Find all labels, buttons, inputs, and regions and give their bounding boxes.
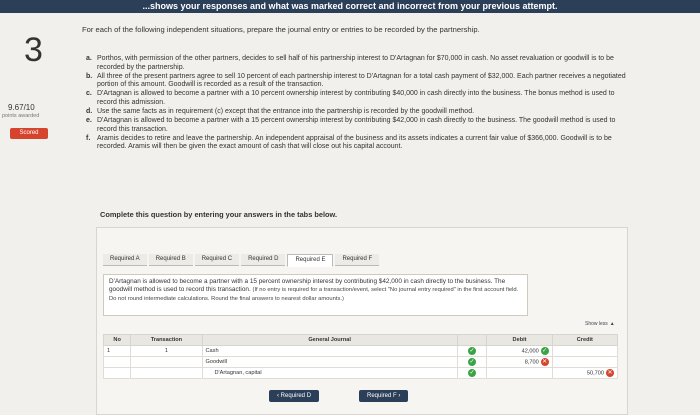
status-badge: Scored <box>10 128 48 139</box>
credit-field[interactable] <box>552 346 617 357</box>
results-banner: ...shows your responses and what was marked correct and incorrect from your previous attempt. <box>0 0 700 13</box>
next-requirement-button[interactable]: Required F › <box>359 390 408 402</box>
check-icon: ✓ <box>469 359 475 365</box>
credit-field[interactable] <box>552 357 617 368</box>
column-header-debit: Debit <box>487 335 552 346</box>
x-mark-icon: ✕ <box>607 370 613 376</box>
prompt-text: D'Artagnan is allowed to become a partner with a 15 percent ownership interest by contributing $42,000 in cash directly to the business. The goodwill method is used to record this transaction. <box>109 278 506 293</box>
tab-required-b[interactable]: Required B <box>149 254 193 266</box>
column-header-no: No <box>104 335 131 346</box>
instruction-text: Complete this question by entering your answers in the tabs below. <box>100 210 338 219</box>
tab-required-d[interactable]: Required D <box>241 254 285 266</box>
table-row <box>104 368 618 379</box>
question-sidebar <box>0 13 66 412</box>
account-field[interactable]: Cash <box>202 346 457 357</box>
debit-field[interactable]: 8,700 ✕ <box>487 357 552 368</box>
prompt-note: (If no entry is required for a transaction/event, select "No journal entry required" in the first account field. Do not round intermediate calculations. Round the final answers to nearest dollar amounts.) <box>109 286 519 302</box>
tab-required-f[interactable]: Required F <box>335 254 379 266</box>
show-less-link[interactable]: Show less ▲ <box>585 321 615 327</box>
list-item: e. D'Artagnan is allowed to become a partner with a 15 percent ownership interest by contributing $42,000 in cash directly to the business. The goodwill method is used to record this transaction. <box>86 117 616 133</box>
list-item: d. Use the same facts as in requirement (c) except that the entrance into the partnership is recorded by the goodwill method. <box>86 108 475 116</box>
situation-list <box>86 55 626 153</box>
answer-panel <box>96 227 628 415</box>
tab-required-a[interactable]: Required A <box>103 254 147 266</box>
chevron-left-icon: ‹ <box>277 393 279 399</box>
requirement-tabs <box>103 254 381 267</box>
table-row: 1 1 Cash ✓ 42,000 ✓ <box>104 346 618 357</box>
points-label: points awarded <box>2 113 40 119</box>
account-field[interactable]: Goodwill <box>202 357 457 368</box>
debit-field[interactable] <box>487 368 552 379</box>
column-header-transaction: Transaction <box>131 335 202 346</box>
check-icon: ✓ <box>469 370 475 376</box>
list-item: c. D'Artagnan is allowed to become a partner with a 10 percent ownership interest by contributing $40,000 in cash directly into the business. The bonus method is used to record this admission. <box>86 90 615 106</box>
list-item: a. Porthos, with permission of the other partners, decides to sell half of his partnership interest to D'Artagnan for $70,000 in cash. No asset revaluation or goodwill is to be recorded by the partnership. <box>86 55 614 71</box>
question-intro: For each of the following independent situations, prepare the journal entry or entries to be recorded by the partnership. <box>82 25 480 34</box>
question-number: 3 <box>24 31 43 69</box>
column-header-credit: Credit <box>552 335 617 346</box>
tab-required-c[interactable]: Required C <box>195 254 239 266</box>
check-icon: ✓ <box>469 348 475 354</box>
triangle-up-icon: ▲ <box>609 321 615 327</box>
chevron-right-icon: › <box>398 393 401 399</box>
tab-required-e[interactable]: Required E <box>287 254 333 267</box>
list-item: f. Aramis decides to retire and leave the partnership. An independent appraisal of the business and its assets indicates a current fair value of $366,000. Goodwill is to be recorded. Aramis will then be given the exact amount of cash that will close out his capital account. <box>86 134 612 151</box>
check-icon: ✓ <box>542 348 548 354</box>
journal-entry-table <box>103 334 618 379</box>
debit-field[interactable]: 42,000 ✓ <box>487 346 552 357</box>
score-value: 9.67/10 <box>8 103 35 112</box>
column-header-journal: General Journal <box>202 335 457 346</box>
x-mark-icon: ✕ <box>542 359 548 365</box>
account-field[interactable]: D'Artagnan, capital <box>202 368 457 379</box>
prev-requirement-button[interactable]: ‹ Required D <box>269 390 319 402</box>
table-row <box>104 357 618 368</box>
requirement-prompt <box>103 274 528 316</box>
credit-field[interactable]: 50,700 ✕ <box>552 368 617 379</box>
list-item: b. All three of the present partners agree to sell 10 percent of each partnership interest to D'Artagnan for a total cash payment of $32,000. Each partner receives a negotiated portion of this amount. Goodwill is recorded as a result of the transaction. <box>86 72 626 89</box>
